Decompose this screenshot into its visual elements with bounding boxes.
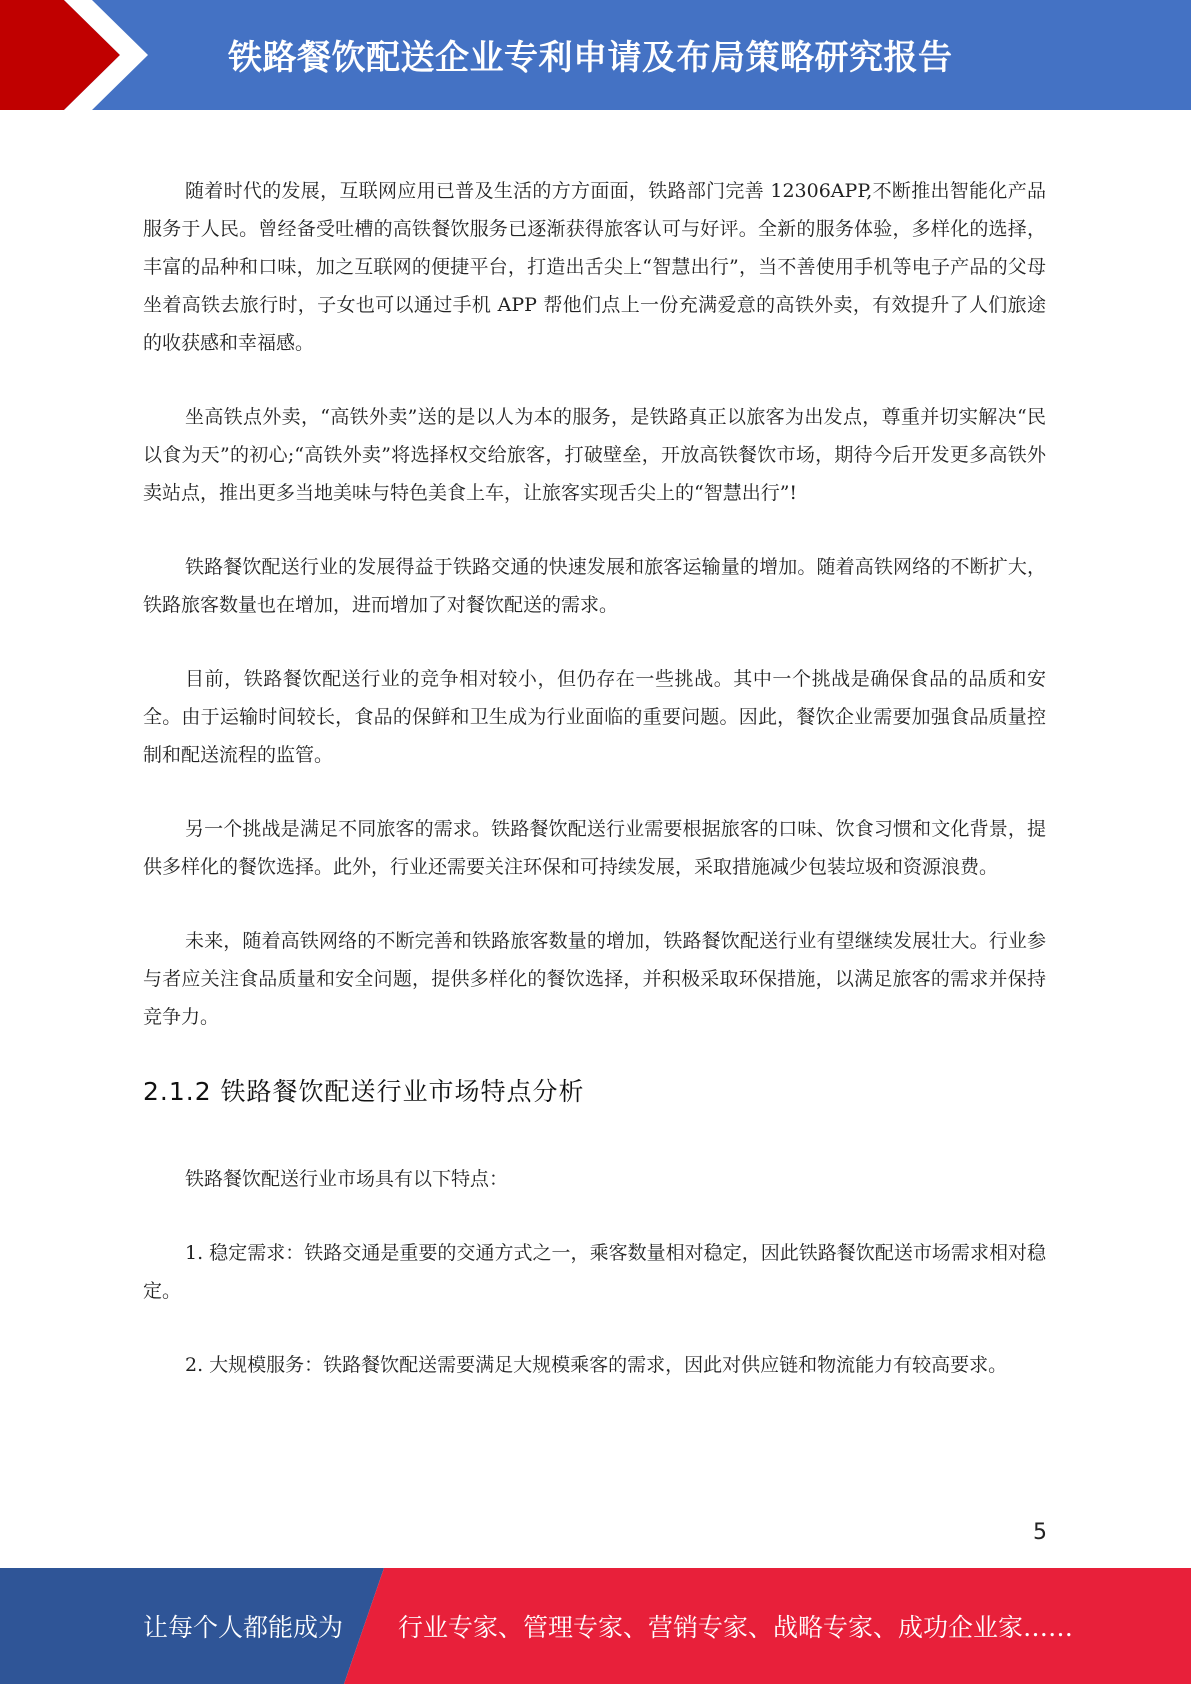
document-body	[143, 172, 1046, 1420]
list-item: 2. 大规模服务：铁路餐饮配送需要满足大规模乘客的需求，因此对供应链和物流能力有较高要求。	[185, 1354, 1008, 1376]
footer-slogan-right: 行业专家、管理专家、营销专家、战略专家、成功企业家……	[398, 1613, 1074, 1642]
header-chevron-decoration	[0, 0, 160, 110]
body-paragraph: 铁路餐饮配送行业的发展得益于铁路交通的快速发展和旅客运输量的增加。随着高铁网络的不断扩大，铁路旅客数量也在增加，进而增加了对餐饮配送的需求。	[143, 556, 1046, 616]
section-heading: 2.1.2 铁路餐饮配送行业市场特点分析	[143, 1077, 585, 1106]
list-item: 1. 稳定需求：铁路交通是重要的交通方式之一，乘客数量相对稳定，因此铁路餐饮配送市场需求相对稳定。	[143, 1242, 1046, 1302]
page-footer	[0, 1568, 1191, 1684]
page-number: 5	[1033, 1520, 1047, 1545]
body-paragraph: 未来，随着高铁网络的不断完善和铁路旅客数量的增加，铁路餐饮配送行业有望继续发展壮大。行业参与者应关注食品质量和安全问题，提供多样化的餐饮选择，并积极采取环保措施，以满足旅客的需求并保持竞争力。	[143, 930, 1046, 1028]
footer-slogan-left: 让每个人都能成为	[143, 1613, 344, 1642]
body-paragraph: 另一个挑战是满足不同旅客的需求。铁路餐饮配送行业需要根据旅客的口味、饮食习惯和文化背景，提供多样化的餐饮选择。此外，行业还需要关注环保和可持续发展，采取措施减少包装垃圾和资源浪费。	[143, 818, 1046, 878]
body-paragraph: 目前，铁路餐饮配送行业的竞争相对较小，但仍存在一些挑战。其中一个挑战是确保食品的品质和安全。由于运输时间较长，食品的保鲜和卫生成为行业面临的重要问题。因此，餐饮企业需要加强食品质量控制和配送流程的监管。	[143, 668, 1046, 766]
body-paragraph: 随着时代的发展，互联网应用已普及生活的方方面面，铁路部门完善 12306APP,不断推出智能化产品服务于人民。曾经备受吐槽的高铁餐饮服务已逐渐获得旅客认可与好评。全新的服务体验，多样化的选择，丰富的品种和口味，加之互联网的便捷平台，打造出舌尖上“智慧出行”，当不善使用手机等电子产品的父母坐着高铁去旅行时，子女也可以通过手机 APP 帮他们点上一份充满爱意的高铁外卖，有效提升了人们旅途的收获感和幸福感。	[143, 180, 1046, 354]
page-header	[0, 0, 1191, 110]
report-title: 铁路餐饮配送企业专利申请及布局策略研究报告	[228, 38, 953, 78]
section-intro: 铁路餐饮配送行业市场具有以下特点：	[185, 1168, 509, 1190]
body-paragraph: 坐高铁点外卖，“高铁外卖”送的是以人为本的服务，是铁路真正以旅客为出发点，尊重并切实解决“民以食为天”的初心;“高铁外卖”将选择权交给旅客，打破壁垒，开放高铁餐饮市场，期待今后开发更多高铁外卖站点，推出更多当地美味与特色美食上车，让旅客实现舌尖上的“智慧出行”!	[143, 406, 1046, 504]
